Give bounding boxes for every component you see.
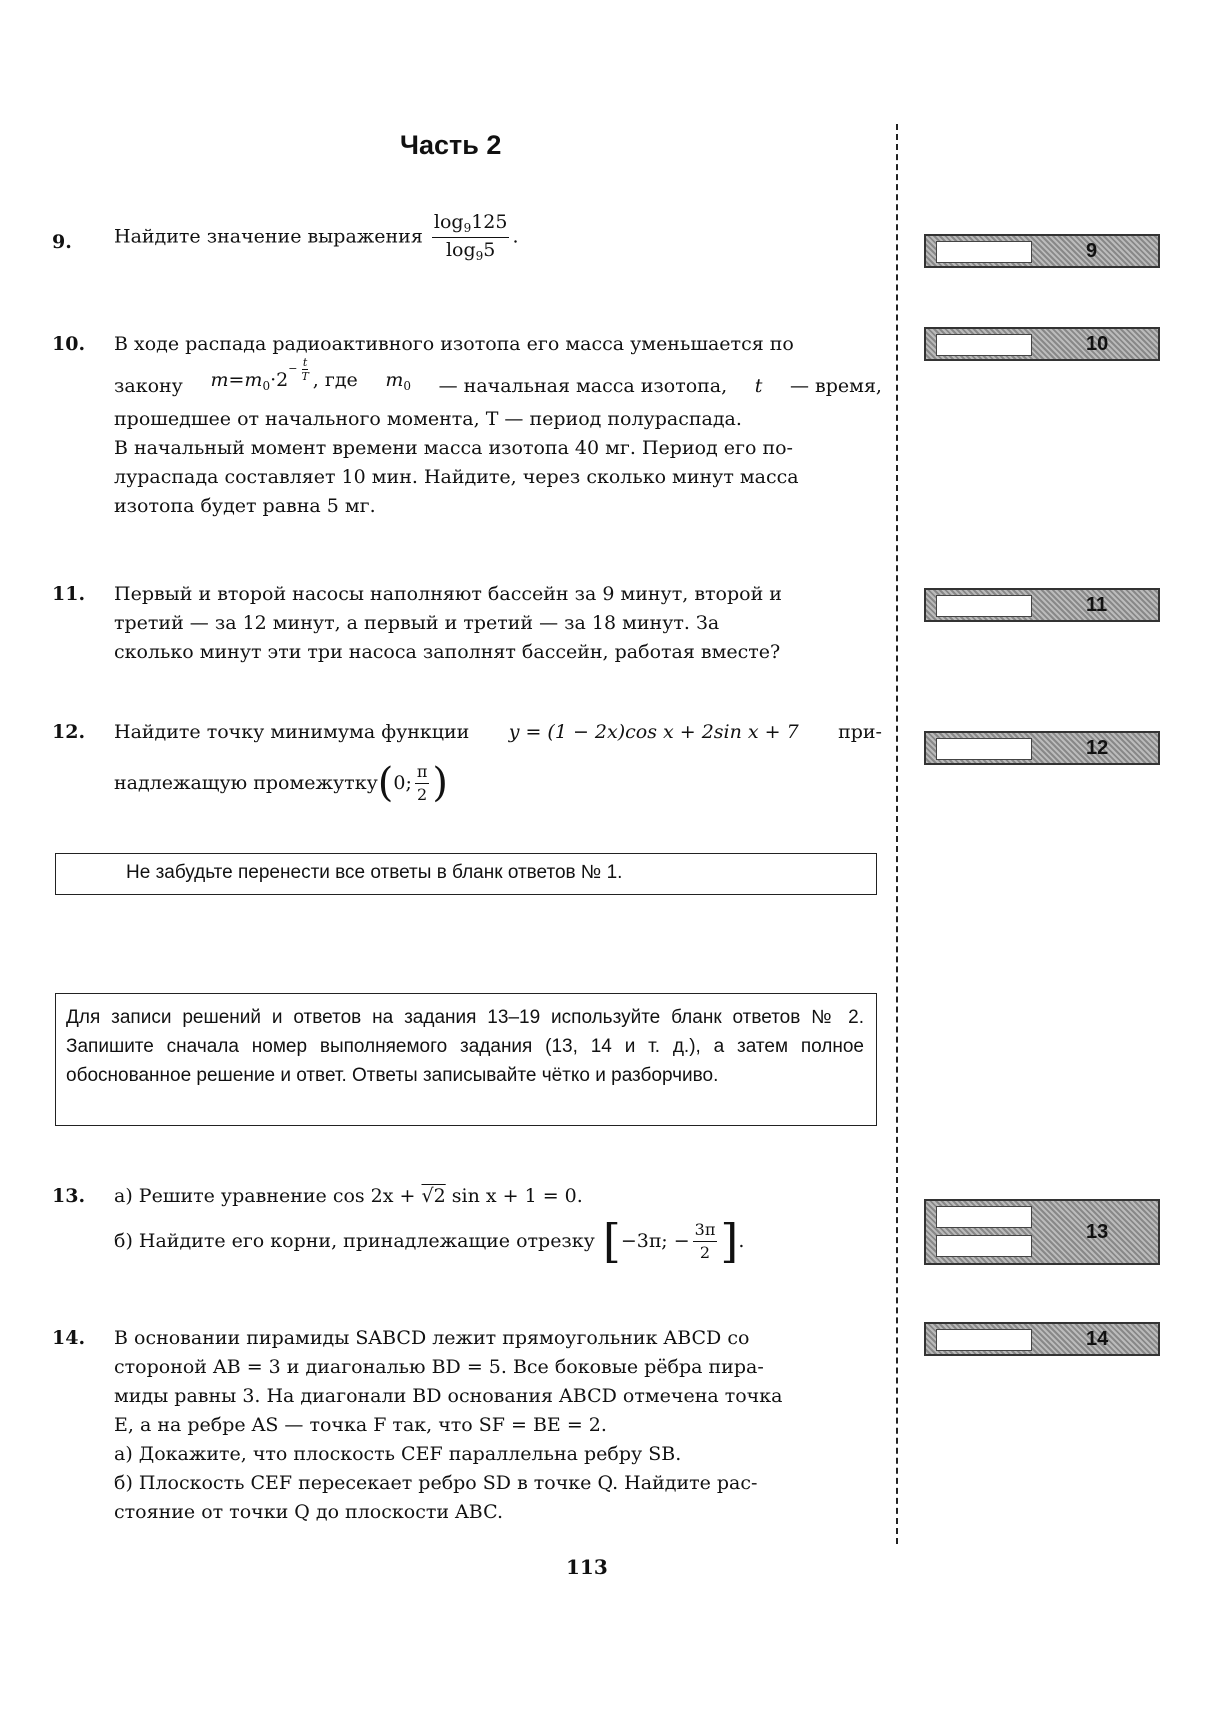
text-line: лураспада составляет 10 мин. Найдите, через сколько минут масса <box>114 466 799 488</box>
segment-fraction <box>693 1219 718 1262</box>
answer-box-label: 10 <box>1086 333 1109 355</box>
answer-box-label: 9 <box>1086 240 1098 262</box>
answer-box-9[interactable] <box>924 234 1160 268</box>
segment-left: −3π; − <box>620 1229 690 1252</box>
exponent-sign: − <box>288 362 298 375</box>
answer-box-label: 14 <box>1086 1328 1109 1350</box>
task-14 <box>52 1324 882 1534</box>
answer-field[interactable] <box>936 241 1032 263</box>
open-paren-icon: ( <box>377 759 394 806</box>
decay-formula <box>210 354 357 401</box>
answer-field[interactable] <box>936 738 1032 760</box>
task-11 <box>52 580 882 670</box>
text-line <box>114 718 882 747</box>
log-argument: 5 <box>483 239 496 261</box>
task-9 <box>52 213 882 273</box>
text-line: б) Плоскость CEF пересекает ребро SD в точке Q. Найдите рас- <box>114 1472 758 1494</box>
task-number: 11. <box>52 583 86 605</box>
log-base: 9 <box>475 249 484 263</box>
formula-subscript: 0 <box>262 379 271 393</box>
answer-box-11[interactable] <box>924 588 1160 622</box>
answer-box-label: 12 <box>1086 737 1109 759</box>
text-fragment: надлежащую промежутку <box>114 771 378 794</box>
exponent-numerator: t <box>302 355 308 369</box>
task-number: 13. <box>52 1185 86 1207</box>
log-fraction <box>432 213 510 262</box>
task-number: 10. <box>52 333 86 355</box>
fraction-numerator: π <box>415 764 430 784</box>
text-fragment: sin x + 1 = 0. <box>451 1185 583 1207</box>
text-fragment: а) Решите уравнение cos 2x + <box>114 1185 416 1207</box>
formula-symbol: t <box>754 375 763 397</box>
notice-answer-sheet-2: Для записи решений и ответов на задания 13–19 используйте бланк ответов № 2. Запишите сначала номер выполняемого задания (13, 14 и т. д.), а затем полное обоснованное решение и ответ. Ответы записывайте чётко и разборчиво. <box>55 993 877 1126</box>
answer-box-13[interactable] <box>924 1199 1160 1265</box>
text-line <box>114 1182 882 1211</box>
formula-symbol: m <box>210 369 229 391</box>
answer-field[interactable] <box>936 1206 1032 1228</box>
fraction-denominator: 2 <box>417 784 428 804</box>
text-line: миды равны 3. На диагонали BD основания ABCD отмечена точка <box>114 1385 783 1407</box>
exponent-denominator: T <box>301 369 309 383</box>
task-number: 12. <box>52 721 86 743</box>
formula-symbol: = <box>228 369 245 391</box>
text-line: прошедшее от начального момента, T — период полураспада. <box>114 408 742 430</box>
answer-box-label: 11 <box>1086 594 1108 616</box>
interval-left: 0; <box>393 771 412 794</box>
answer-field[interactable] <box>936 334 1032 356</box>
text-line <box>114 755 882 811</box>
formula-symbol: m <box>385 369 404 391</box>
interval-fraction <box>415 761 430 804</box>
log-label: log <box>445 239 476 261</box>
close-bracket-icon: ] <box>720 1213 739 1268</box>
answer-box-12[interactable] <box>924 731 1160 765</box>
text-line: а) Докажите, что плоскость CEF параллельна ребру SB. <box>114 1443 682 1465</box>
text-fragment: Найдите точку минимума функции <box>114 721 470 743</box>
formula-subscript: 0 <box>403 379 412 393</box>
text-fragment: б) Найдите его корни, принадлежащие отрезку <box>114 1229 595 1252</box>
answer-box-10[interactable] <box>924 327 1160 361</box>
close-paren-icon: ) <box>432 759 448 806</box>
task-12 <box>52 718 882 818</box>
text-line: стояние от точки Q до плоскости ABC. <box>114 1501 503 1523</box>
text-line <box>114 355 882 401</box>
punctuation: . <box>512 225 519 248</box>
text-line <box>114 1213 882 1269</box>
fraction-numerator: 3π <box>693 1222 718 1242</box>
cut-line <box>896 124 898 1544</box>
page-number: 113 <box>566 1555 608 1579</box>
text-line: В основании пирамиды SABCD лежит прямоугольник ABCD со <box>114 1327 750 1349</box>
task-number: 14. <box>52 1327 86 1349</box>
text-line: третий — за 12 минут, а первый и третий — за 18 минут. За <box>114 612 720 634</box>
text-line: Первый и второй насосы наполняют бассейн за 9 минут, второй и <box>114 583 782 605</box>
part-title: Часть 2 <box>400 130 502 160</box>
function-formula: y = (1 − 2x)cos x + 2sin x + 7 <box>508 721 799 743</box>
text-fragment: , где <box>312 369 358 391</box>
text-line: изотопа будет равна 5 мг. <box>114 495 376 517</box>
answer-field[interactable] <box>936 1235 1032 1257</box>
text-line-content: В ходе распада радиоактивного изотопа его масса уменьшается по <box>114 333 794 355</box>
fraction-denominator: 2 <box>699 1242 711 1262</box>
task-10 <box>52 330 882 530</box>
log-base: 9 <box>463 221 472 235</box>
sqrt-symbol: √2 <box>421 1185 446 1207</box>
formula-symbol: m <box>244 369 263 391</box>
open-bracket-icon: [ <box>602 1213 621 1268</box>
answer-field[interactable] <box>936 1329 1032 1351</box>
text-line: E, а на ребре AS — точка F так, что SF = BE = 2. <box>114 1414 607 1436</box>
log-label: log <box>433 211 464 233</box>
answer-field[interactable] <box>936 595 1032 617</box>
notice-transfer-answers: Не забудьте перенести все ответы в бланк ответов № 1. <box>55 853 877 895</box>
text-line: стороной AB = 3 и диагональю BD = 5. Все боковые рёбра пира- <box>114 1356 764 1378</box>
punctuation: . <box>738 1229 745 1252</box>
answer-box-label: 13 <box>1086 1221 1109 1243</box>
task-number: 9. <box>52 231 72 253</box>
text-line: сколько минут эти три насоса заполнят бассейн, работая вместе? <box>114 641 781 663</box>
exponent-fraction <box>300 357 309 382</box>
text-fragment: — начальная масса изотопа, <box>438 375 728 397</box>
text-fragment: — время, <box>790 375 882 397</box>
answer-box-14[interactable] <box>924 1322 1160 1356</box>
task-text: Найдите значение выражения <box>114 225 423 248</box>
text-fragment: при- <box>838 721 882 743</box>
text-line: В начальный момент времени масса изотопа 40 мг. Период его по- <box>114 437 793 459</box>
formula-symbol: ·2 <box>270 369 289 391</box>
task-13 <box>52 1182 882 1272</box>
text-fragment: закону <box>114 375 183 397</box>
log-argument: 125 <box>471 211 508 233</box>
